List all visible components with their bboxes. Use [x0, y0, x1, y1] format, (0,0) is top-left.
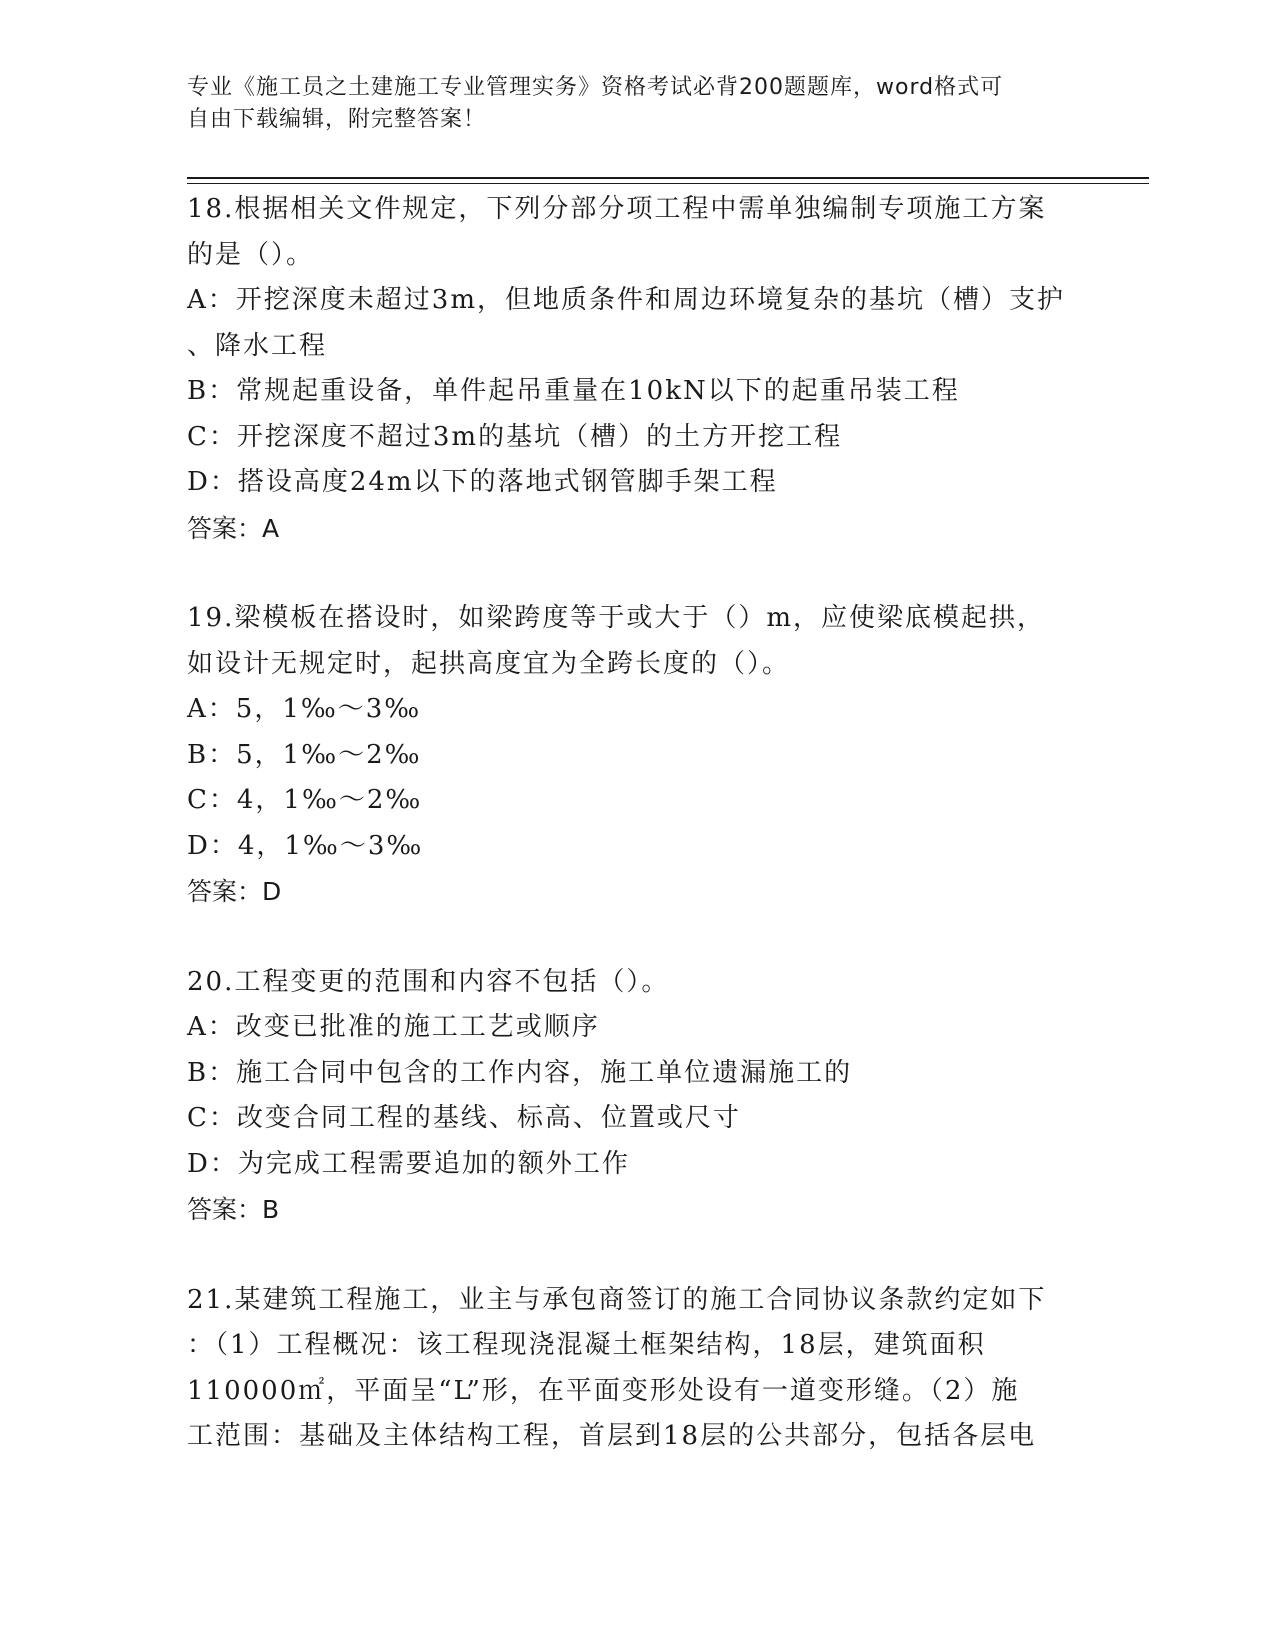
- question-stem: 19.梁模板在搭设时，如梁跨度等于或大于（）m，应使梁底模起拱，: [187, 603, 1046, 633]
- option-a: A：5，1‰～3‰: [187, 694, 422, 724]
- header-line-1: 专业《施工员之土建施工专业管理实务》资格考试必背200题题库，word格式可: [187, 75, 1004, 100]
- question-list: [187, 187, 1087, 1505]
- answer-label: 答案：D: [187, 877, 282, 906]
- header-divider-thick: [187, 177, 1149, 179]
- option-d: D：搭设高度24m以下的落地式钢管脚手架工程: [187, 467, 778, 497]
- document-header: [187, 72, 1067, 136]
- option-c: C：改变合同工程的基线、标高、位置或尺寸: [187, 1103, 741, 1133]
- question-18: [187, 187, 1087, 551]
- option-c: C：4，1‰～2‰: [187, 785, 423, 815]
- option-a: A：改变已批准的施工工艺或顺序: [187, 1012, 600, 1042]
- option-c: C：开挖深度不超过3m的基坑（槽）的土方开挖工程: [187, 421, 843, 452]
- header-line-2: 自由下载编辑，附完整答案！: [187, 107, 487, 132]
- question-stem: 20.工程变更的范围和内容不包括（）。: [187, 966, 670, 997]
- option-b: B：5，1‰～2‰: [187, 739, 422, 770]
- question-stem: 18.根据相关文件规定，下列分部分项工程中需单独编制专项施工方案: [187, 194, 1047, 224]
- question-stem: ：（1）工程概况：该工程现浇混凝土框架结构，18层，建筑面积: [187, 1330, 986, 1360]
- header-divider-thin: [187, 183, 1149, 184]
- question-stem: 110000㎡，平面呈“L”形，在平面变形处设有一道变形缝。（2）施: [187, 1375, 1020, 1406]
- question-stem: 21.某建筑工程施工，业主与承包商签订的施工合同协议条款约定如下: [187, 1284, 1047, 1315]
- question-20: [187, 960, 1087, 1233]
- question-stem: 如设计无规定时，起拱高度宜为全跨长度的（）。: [187, 648, 791, 679]
- option-d: D：为完成工程需要追加的额外工作: [187, 1148, 630, 1179]
- option-b: B：常规起重设备，单件起吊重量在10kN以下的起重吊装工程: [187, 376, 960, 406]
- option-a: A：开挖深度未超过3m，但地质条件和周边环境复杂的基坑（槽）支护: [187, 285, 1065, 315]
- question-21: [187, 1278, 1087, 1460]
- question-stem: 工范围：基础及主体结构工程，首层到18层的公共部分，包括各层电: [187, 1421, 1037, 1451]
- option-b: B：施工合同中包含的工作内容，施工单位遗漏施工的: [187, 1057, 853, 1088]
- option-a-continued: 、降水工程: [187, 330, 328, 361]
- question-19: [187, 596, 1087, 915]
- answer-label: 答案：A: [187, 513, 280, 543]
- option-d: D：4，1‰～3‰: [187, 830, 424, 861]
- answer-label: 答案：B: [187, 1195, 280, 1224]
- question-stem: 的是（）。: [187, 239, 315, 270]
